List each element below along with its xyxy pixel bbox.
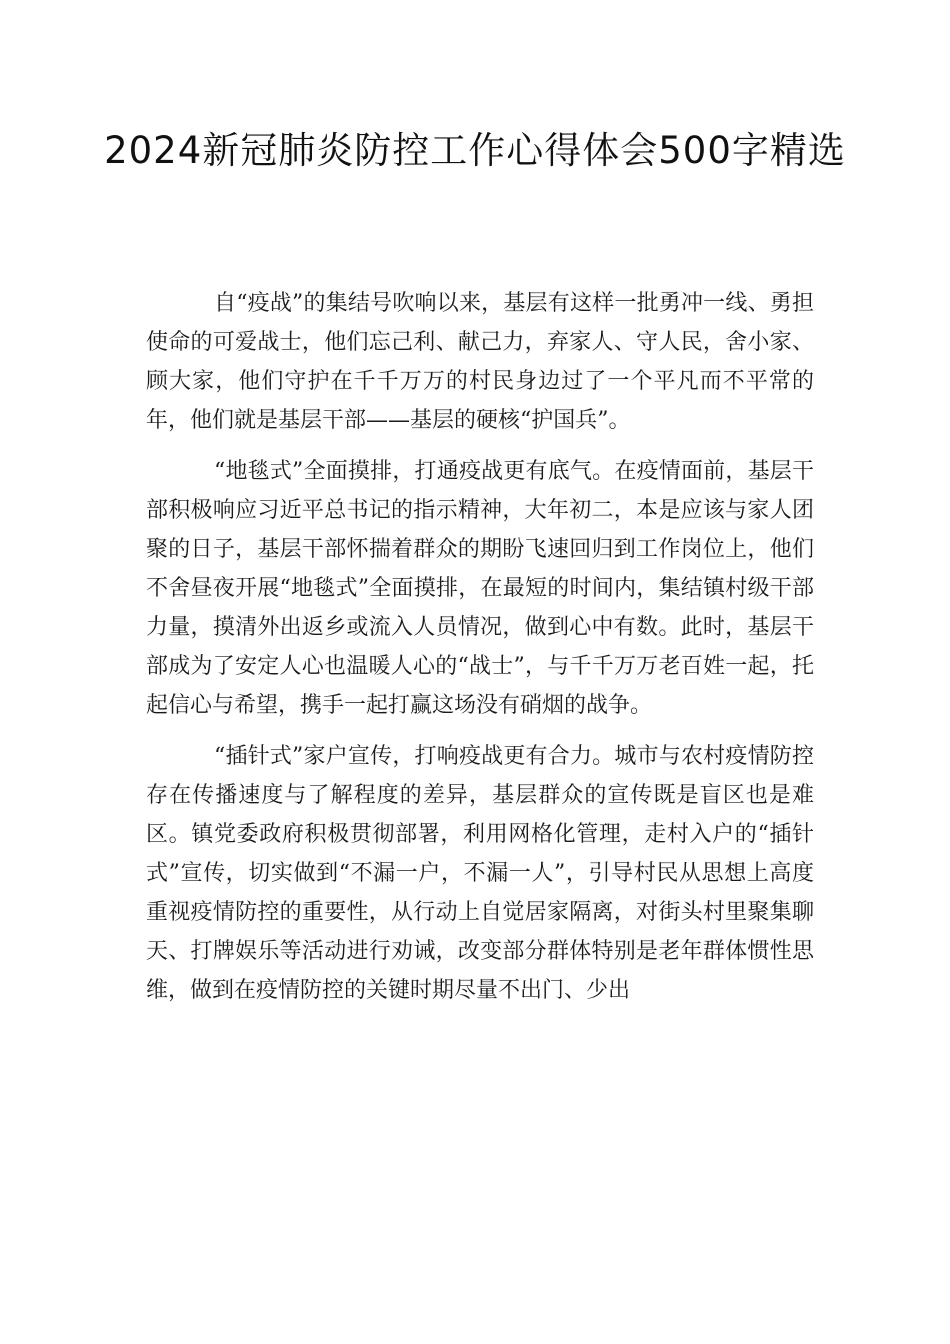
paragraph-1: 自“疫战”的集结号吹响以来，基层有这样一批勇冲一线、勇担使命的可爱战士，他们忘己利、献己力，弃家人、守人民，舍小家、顾大家，他们守护在千千万万的村民身边过了一个平凡而不平常的年，他们就是基层干部——基层的硬核“护国兵”。 [146,291,814,433]
document-body [146,284,814,1022]
document-title: 2024新冠肺炎防控工作心得体会500字精选 [104,129,846,172]
paragraph-2: “地毯式”全面摸排，打通疫战更有底气。在疫情面前，基层干部积极响应习近平总书记的指示精神，大年初二，本是应该与家人团聚的日子，基层干部怀揣着群众的期盼飞速回归到工作岗位上，他们不舍昼夜开展“地毯式”全面摸排，在最短的时间内，集结镇村级干部力量，摸清外出返乡或流入人员情况，做到心中有数。此时，基层干部成为了安定人心也温暖人心的“战士”，与千千万万老百姓一起，托起信心与希望，携手一起打赢这场没有硝烟的战争。 [146,459,814,718]
paragraph-3: “插针式”家户宣传，打响疫战更有合力。城市与农村疫情防控存在传播速度与了解程度的差异，基层群众的宣传既是盲区也是难区。镇党委政府积极贯彻部署，利用网格化管理，走村入户的“插针式”宣传，切实做到“不漏一户，不漏一人”，引导村民从思想上高度重视疫情防控的重要性，从行动上自觉居家隔离，对街头村里聚集聊天、打牌娱乐等活动进行劝诫，改变部分群体特别是老年群体惯性思维，做到在疫情防控的关键时期尽量不出门、少出 [146,744,814,1003]
